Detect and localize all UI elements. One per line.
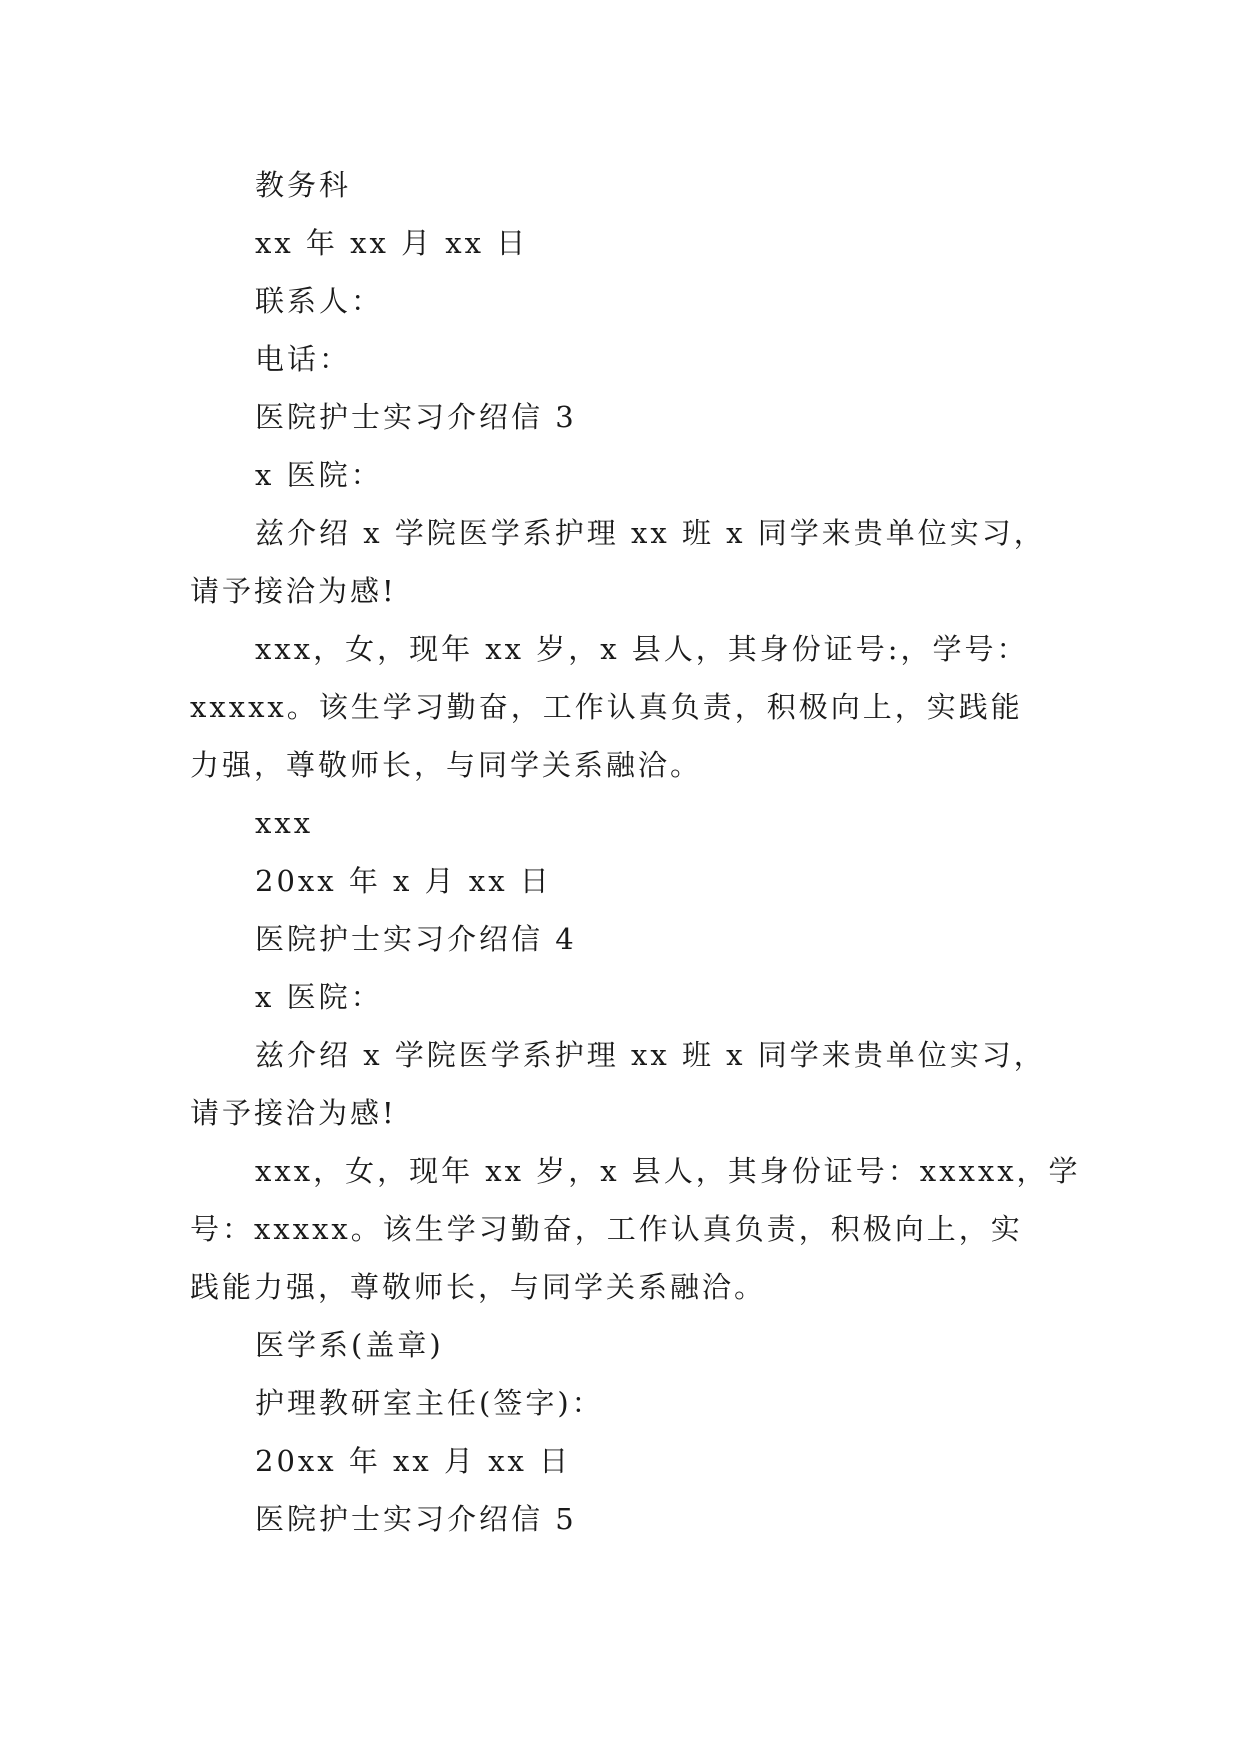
contact-person-label: 联系人： (255, 284, 384, 318)
phone-label: 电话： (255, 342, 352, 376)
letter-4-intro-line-2: 请予接洽为感! (190, 1096, 397, 1130)
letter-3-signer: xxx (255, 806, 314, 840)
letter-4-student-line-3: 践能力强，尊敬师长，与同学关系融洽。 (190, 1270, 767, 1304)
letter-4-intro-line-1: 兹介绍 x 学院医学系护理 xx 班 x 同学来贵单位实习， (255, 1038, 1046, 1072)
letter-3-intro-line-1: 兹介绍 x 学院医学系护理 xx 班 x 同学来贵单位实习， (255, 516, 1046, 550)
letter-3-student-line-3: 力强，尊敬师长，与同学关系融洽。 (190, 748, 703, 782)
issue-date: xx 年 xx 月 xx 日 (255, 226, 529, 260)
letter-4-student-line-2: 号：xxxxx。该生学习勤奋，工作认真负责，积极向上，实 (190, 1212, 1023, 1246)
letter-3-date: 20xx 年 x 月 xx 日 (255, 864, 552, 898)
letter-4-director-signature: 护理教研室主任(签字)： (255, 1386, 604, 1420)
letter-4-department-seal: 医学系(盖章) (255, 1328, 444, 1362)
letter-3-heading: 医院护士实习介绍信 3 (255, 400, 577, 434)
letter-5-heading: 医院护士实习介绍信 5 (255, 1502, 577, 1536)
letter-3-student-line-1: xxx，女，现年 xx 岁，x 县人，其身份证号:，学号： (255, 632, 1029, 666)
letter-3-student-line-2: xxxxx。该生学习勤奋，工作认真负责，积极向上，实践能 (190, 690, 1023, 724)
issuer-department: 教务科 (255, 168, 352, 202)
letter-4-date: 20xx 年 xx 月 xx 日 (255, 1444, 572, 1478)
letter-3-recipient: x 医院： (255, 458, 383, 492)
letter-4-recipient: x 医院： (255, 980, 383, 1014)
letter-4-heading: 医院护士实习介绍信 4 (255, 922, 577, 956)
letter-4-student-line-1: xxx，女，现年 xx 岁，x 县人，其身份证号：xxxxx，学 (255, 1154, 1081, 1188)
letter-3-intro-line-2: 请予接洽为感! (190, 574, 397, 608)
